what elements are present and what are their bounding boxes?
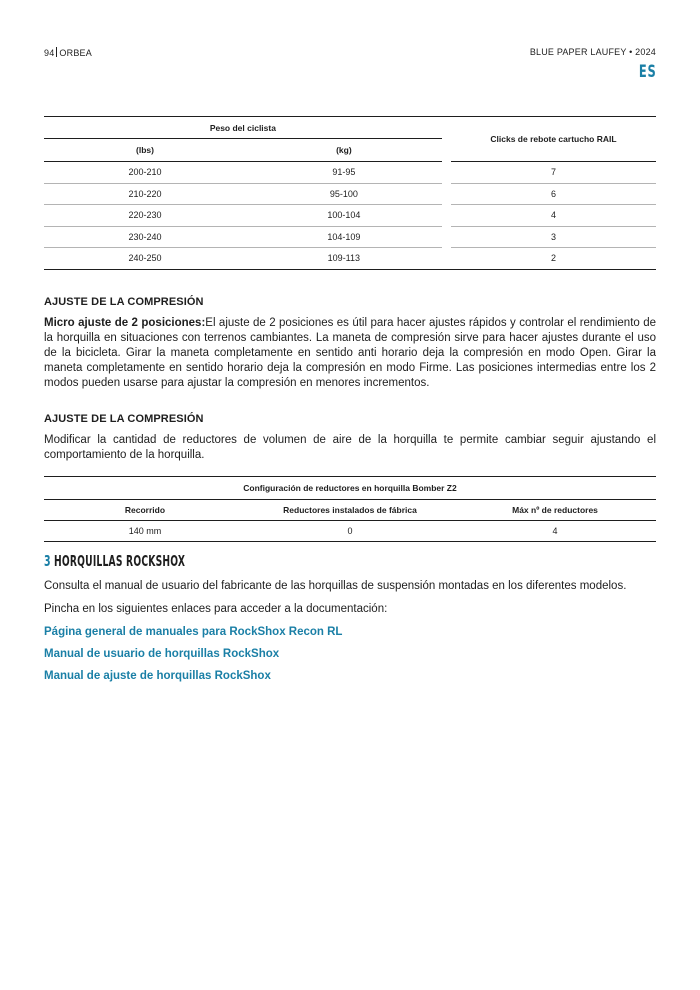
- clicks-cell: 3: [451, 226, 656, 248]
- link-recon-rl-manuals[interactable]: Página general de manuales para RockShox Recon RL: [44, 625, 343, 638]
- clicks-cell: 2: [550, 253, 556, 264]
- row-gap: [442, 226, 451, 248]
- table-row: [44, 226, 656, 248]
- kg-cell: 100-104: [246, 205, 442, 227]
- link-rockshox-setup-manual[interactable]: Manual de ajuste de horquillas RockShox: [44, 669, 271, 682]
- header-divider: [56, 47, 57, 57]
- kg-cell: 91-95: [246, 162, 442, 184]
- compression-heading-2: AJUSTE DE LA COMPRESIÓN: [44, 412, 204, 425]
- row-gap: [442, 183, 451, 205]
- table-row: [44, 162, 656, 184]
- clicks-cell: 4: [451, 205, 656, 227]
- row-gap: [442, 248, 451, 270]
- compression-heading-1: AJUSTE DE LA COMPRESIÓN: [44, 295, 204, 308]
- clicks-cell: 7: [451, 162, 656, 184]
- header-left: [44, 47, 92, 58]
- kg-cell: 109-113: [327, 253, 361, 264]
- reducer-config-table: [44, 476, 656, 542]
- lbs-cell: 240-250: [128, 253, 162, 264]
- row-gap: [442, 205, 451, 227]
- rebound-clicks-table: [44, 116, 656, 270]
- section-number: 3: [44, 551, 51, 570]
- rebound-clicks-header: Clicks de rebote cartucho RAIL: [451, 117, 656, 162]
- rockshox-paragraph-2: Pincha en los siguientes enlaces para acceder a la documentación:: [44, 602, 388, 615]
- max-cell: 4: [552, 525, 558, 536]
- document-title: BLUE PAPER LAUFEY • 2024: [529, 47, 656, 57]
- max-reducers-header: Máx nº de reductores: [454, 499, 656, 520]
- kg-cell: 104-109: [246, 226, 442, 248]
- lbs-cell: 220-230: [44, 205, 246, 227]
- header-gap: [442, 117, 451, 162]
- table-row: [44, 205, 656, 227]
- row-gap: [442, 162, 451, 184]
- table-row: [44, 248, 656, 270]
- table-row: [44, 520, 656, 541]
- lbs-cell: 200-210: [44, 162, 246, 184]
- page-content: [44, 116, 656, 684]
- installed-reducers-header: Reductores instalados de fábrica: [246, 499, 454, 520]
- rider-weight-header: Peso del ciclista: [44, 117, 442, 139]
- lbs-cell: 210-220: [44, 183, 246, 205]
- clicks-cell: 6: [451, 183, 656, 205]
- compression-paragraph-2: Modificar la cantidad de reductores de volumen de aire de la horquilla te permite cambiar seguir ajustando el comportamiento de la horquilla.: [44, 433, 656, 461]
- brand-name: ORBEA: [59, 48, 92, 58]
- section-title: HORQUILLAS ROCKSHOX: [54, 551, 186, 570]
- compression-paragraph-1: [44, 316, 656, 391]
- compression-body-1: El ajuste de 2 posiciones es útil para hacer ajustes rápidos y controlar el rendimiento de la horquilla en situaciones con terrenos cambiantes. La maneta de compresión sirve para hacer ajustes durante el uso de la bicicleta. Girar la maneta completamente en sentido anti horario deja la compresión en modo Open. Girar la maneta completamente en sentido horario deja la compresión en modo Firme. Las posiciones intermedias entre los 2 modos pueden usarse para ajustar la compresión en menores incrementos.: [44, 316, 656, 389]
- travel-header: Recorrido: [44, 499, 246, 520]
- travel-cell: 140 mm: [128, 525, 162, 536]
- rockshox-section-title: [44, 552, 656, 570]
- rockshox-paragraph-1: Consulta el manual de usuario del fabricante de las horquillas de suspensión montadas en los diferentes modelos.: [44, 579, 627, 592]
- kg-header: (kg): [246, 139, 442, 162]
- page-number: 94: [44, 48, 55, 58]
- lbs-cell: 230-240: [44, 226, 246, 248]
- installed-cell: 0: [347, 525, 353, 536]
- kg-cell: 95-100: [246, 183, 442, 205]
- link-rockshox-user-manual[interactable]: Manual de usuario de horquillas RockShox: [44, 647, 280, 660]
- page-header: [44, 47, 656, 61]
- reducer-table-caption: Configuración de reductores en horquilla Bomber Z2: [44, 476, 656, 499]
- language-badge: ES: [638, 62, 656, 82]
- micro-adjust-lead: Micro ajuste de 2 posiciones:: [44, 316, 206, 329]
- table-row: [44, 183, 656, 205]
- lbs-header: (lbs): [44, 139, 246, 162]
